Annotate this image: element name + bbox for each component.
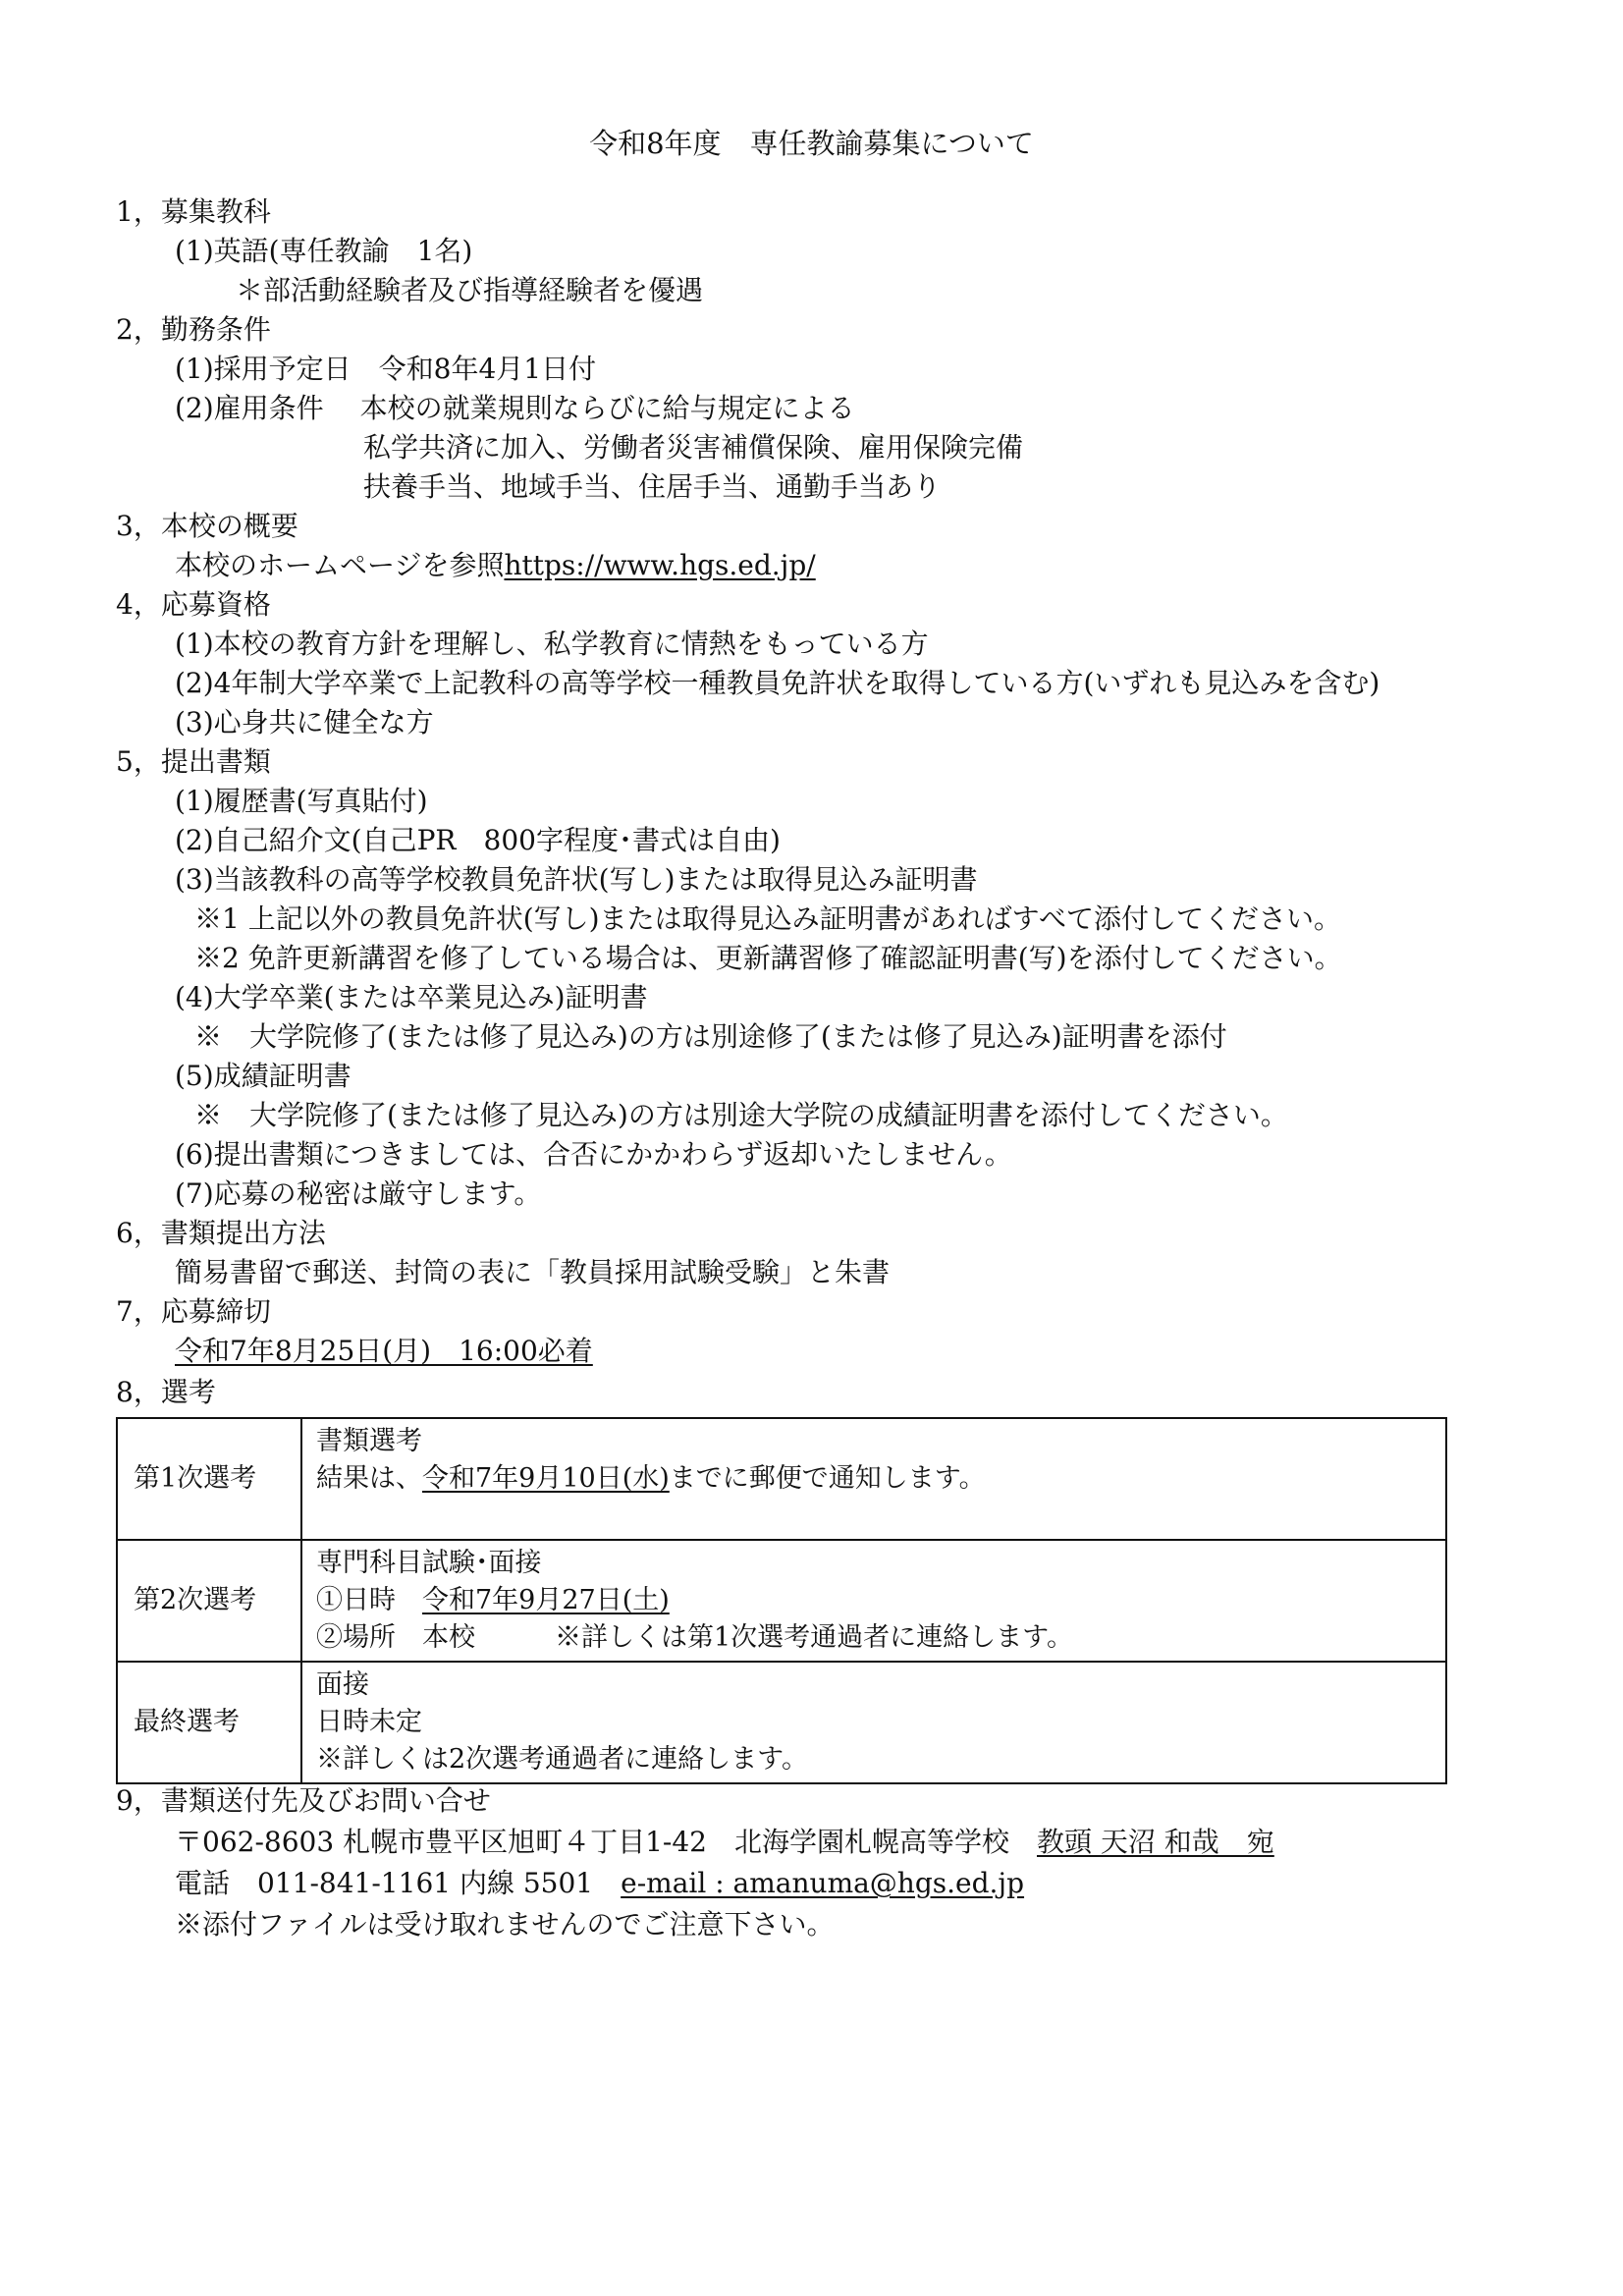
email-link[interactable]: e-mail : amanuma@hgs.ed.jp (621, 1867, 1025, 1899)
contact-note: ※添付ファイルは受け取れませんのでご注意下さい。 (175, 1908, 835, 1941)
selection-table (116, 1417, 1447, 1784)
detail-cell (301, 1418, 1446, 1540)
section-3-heading: 3，本校の概要 (116, 510, 298, 542)
page-title: 令和8年度 専任教諭募集について (589, 127, 1034, 160)
detail-line (316, 1582, 1432, 1619)
section-5-line-11: (7)応募の秘密は厳守します。 (175, 1177, 542, 1210)
contact-address (175, 1823, 1274, 1862)
homepage-text: 本校のホームページを参照 (175, 549, 505, 581)
section-8-heading: 8，選考 (116, 1376, 216, 1408)
section-4-line-3: (3)心身共に健全な方 (175, 706, 434, 738)
section-9-heading: 9，書類送付先及びお問い合せ (116, 1784, 491, 1817)
section-5-line-9: ※ 大学院修了(または修了見込み)の方は別途大学院の成績証明書を添付してください。 (194, 1099, 1288, 1131)
section-2-line-2: (2)雇用条件 本校の就業規則ならびに給与規定による (175, 392, 855, 424)
detail-line: ②場所 本校 ※詳しくは第1次選考通過者に連絡します。 (316, 1622, 1074, 1653)
section-2-heading: 2，勤務条件 (116, 313, 271, 346)
section-1-heading: 1，募集教科 (116, 195, 271, 228)
section-1-line-2: ＊部活動経験者及び指導経験者を優遇 (236, 274, 704, 306)
section-2-line-3: 私学共済に加入、労働者災害補償保険、雇用保険完備 (363, 431, 1024, 464)
result-date: 令和7年9月10日(水) (422, 1463, 670, 1494)
section-5-line-4: ※1 上記以外の教員免許状(写し)または取得見込み証明書があればすべて添付してください。 (194, 902, 1342, 935)
contact-phone (175, 1864, 1024, 1903)
detail-text: までに郵便で通知します。 (669, 1463, 986, 1494)
section-3-line-1 (175, 546, 816, 585)
section-5-line-6: (4)大学卒業(または卒業見込み)証明書 (175, 981, 648, 1013)
section-5-line-1: (1)履歴書(写真貼付) (175, 785, 428, 817)
section-1-line-1: (1)英語(専任教諭 1名) (175, 235, 473, 267)
section-7-heading: 7，応募締切 (116, 1295, 271, 1328)
table-row (117, 1662, 1446, 1783)
stage-cell: 最終選考 (117, 1662, 301, 1783)
section-5-line-3: (3)当該教科の高等学校教員免許状(写し)または取得見込み証明書 (175, 863, 978, 896)
table-row (117, 1540, 1446, 1662)
section-6-line-1: 簡易書留で郵送、封筒の表に「教員採用試験受験」と朱書 (175, 1256, 891, 1288)
section-4-line-1: (1)本校の教育方針を理解し、私学教育に情熱をもっている方 (175, 628, 929, 660)
section-2-line-4: 扶養手当、地域手当、住居手当、通勤手当あり (363, 470, 942, 503)
detail-text: 結果は、 (316, 1463, 422, 1494)
homepage-link[interactable]: https://www.hgs.ed.jp/ (504, 549, 816, 581)
detail-cell (301, 1662, 1446, 1783)
section-5-line-10: (6)提出書類につきましては、合否にかかわらず返却いたしません。 (175, 1138, 1012, 1171)
section-5-heading: 5，提出書類 (116, 745, 271, 778)
detail-line: 書類選考 (316, 1426, 422, 1456)
section-6-heading: 6，書類提出方法 (116, 1217, 326, 1249)
addressee: 教頭 天沼 和哉 宛 (1036, 1826, 1274, 1858)
stage-cell: 第2次選考 (117, 1540, 301, 1662)
section-5-line-2: (2)自己紹介文(自己PR 800字程度･書式は自由) (175, 824, 781, 856)
deadline: 令和7年8月25日(月) 16:00必着 (175, 1335, 593, 1367)
address-text: 〒062-8603 札幌市豊平区旭町４丁目1-42 北海学園札幌高等学校 (175, 1826, 1037, 1858)
phone-text: 電話 011-841-1161 内線 5501 (175, 1867, 622, 1899)
detail-line: ※詳しくは2次選考通過者に連絡します。 (316, 1744, 809, 1775)
detail-line: 日時未定 (316, 1707, 422, 1737)
section-4-heading: 4，応募資格 (116, 588, 271, 621)
detail-line: 専門科目試験･面接 (316, 1548, 542, 1578)
section-5-line-7: ※ 大学院修了(または修了見込み)の方は別途修了(または修了見込み)証明書を添付 (194, 1020, 1227, 1053)
exam-date: 令和7年9月27日(土) (422, 1585, 670, 1615)
stage-cell: 第1次選考 (117, 1418, 301, 1540)
table-row (117, 1418, 1446, 1540)
section-5-line-5: ※2 免許更新講習を修了している場合は、更新講習修了確認証明書(写)を添付してください。 (194, 942, 1342, 974)
detail-text: ①日時 (316, 1585, 422, 1615)
detail-line (316, 1460, 1432, 1498)
section-4-line-2: (2)4年制大学卒業で上記教科の高等学校一種教員免許状を取得している方(いずれも見込みを含む) (175, 667, 1380, 699)
section-5-line-8: (5)成績証明書 (175, 1060, 352, 1092)
section-2-line-1: (1)採用予定日 令和8年4月1日付 (175, 353, 597, 385)
detail-line: 面接 (316, 1669, 369, 1700)
detail-cell (301, 1540, 1446, 1662)
